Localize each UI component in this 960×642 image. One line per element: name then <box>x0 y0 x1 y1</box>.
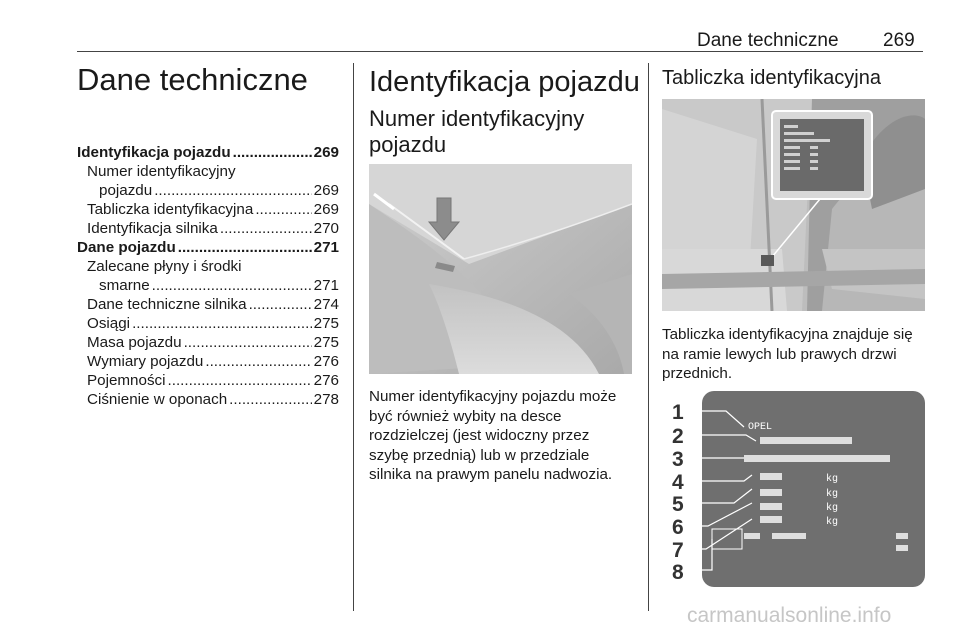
toc-entry-label: pojazdu <box>99 182 153 199</box>
table-of-contents <box>77 143 339 409</box>
plate-callout-number: 3 <box>672 448 684 471</box>
plate-callout-number: 8 <box>672 561 684 584</box>
toc-entry[interactable] <box>77 219 339 238</box>
toc-entry[interactable] <box>77 200 339 219</box>
toc-entry-label: Identyfikacja pojazdu <box>77 144 231 161</box>
page-number: 269 <box>883 30 915 51</box>
toc-page-number: 274 <box>313 296 339 313</box>
toc-entry-label: Numer identyfikacyjny <box>87 163 236 180</box>
plate-text-line: na ramie lewych lub prawych drzwi <box>662 345 897 363</box>
toc-leader-dots <box>152 276 312 295</box>
column-divider-right <box>648 63 649 611</box>
toc-section-entry[interactable] <box>77 238 339 257</box>
plate-callout-number: 4 <box>672 471 684 494</box>
vin-location-illustration <box>369 164 632 374</box>
plate-text-line: przednich. <box>662 365 733 382</box>
toc-entry-label: Dane techniczne silnika <box>87 296 247 313</box>
plate-callout-number: 5 <box>672 493 684 516</box>
toc-entry[interactable] <box>77 295 339 314</box>
toc-page-number: 269 <box>313 201 339 218</box>
subsection-title-line2: pojazdu <box>369 132 447 157</box>
toc-entry-label: Ciśnienie w oponach <box>87 391 228 408</box>
vin-text-line: być również wybity na desce <box>369 407 562 425</box>
toc-leader-dots <box>255 200 311 219</box>
toc-entry[interactable] <box>77 181 339 200</box>
plate-brand-text: OPEL <box>748 422 773 433</box>
toc-entry-label: Tabliczka identyfikacyjna <box>87 201 254 218</box>
header-rule <box>77 51 923 52</box>
toc-entry[interactable] <box>77 333 339 352</box>
subsection-title-line1: Numer identyfikacyjny <box>369 106 585 131</box>
header-title: Dane techniczne <box>697 30 839 51</box>
toc-page-number: 278 <box>313 391 339 408</box>
toc-entry-label: Dane pojazdu <box>77 239 176 256</box>
toc-page-number: 269 <box>313 144 339 161</box>
toc-page-number: 275 <box>313 315 339 332</box>
plate-unit-kg: kg <box>826 489 839 500</box>
toc-entry[interactable] <box>77 371 339 390</box>
toc-entry-label: Wymiary pojazdu <box>87 353 204 370</box>
toc-leader-dots <box>229 390 312 409</box>
toc-leader-dots <box>168 371 312 390</box>
plate-callout-number: 6 <box>672 516 684 539</box>
toc-leader-dots <box>154 181 311 200</box>
toc-section-entry[interactable] <box>77 143 339 162</box>
section-title-vehicle-id: Identyfikacja pojazdu <box>369 66 640 98</box>
plate-unit-kg: kg <box>826 474 839 485</box>
plate-callout-number: 1 <box>672 401 684 424</box>
toc-entry[interactable] <box>77 352 339 371</box>
toc-leader-dots <box>178 238 312 257</box>
toc-entry-label: smarne <box>99 277 150 294</box>
toc-entry[interactable] <box>77 276 339 295</box>
toc-leader-dots <box>184 333 312 352</box>
toc-entry[interactable] <box>77 257 339 276</box>
toc-page-number: 275 <box>313 334 339 351</box>
toc-entry-label: Pojemności <box>87 372 166 389</box>
toc-entry-label: Osiągi <box>87 315 131 332</box>
toc-leader-dots <box>249 295 312 314</box>
toc-page-number: 276 <box>313 353 339 370</box>
vin-text-line: silnika na prawym panelu nadwozia. <box>369 466 613 483</box>
plate-callout-number: 2 <box>672 425 684 448</box>
toc-leader-dots <box>205 352 311 371</box>
plate-unit-kg: kg <box>826 517 839 528</box>
section-title-plate: Tabliczka identyfikacyjna <box>662 67 881 89</box>
toc-entry-label: Masa pojazdu <box>87 334 182 351</box>
toc-leader-dots <box>233 143 312 162</box>
plate-description <box>662 325 913 384</box>
toc-page-number: 271 <box>313 239 339 256</box>
plate-unit-kg: kg <box>826 503 839 514</box>
identification-plate-diagram <box>668 389 925 589</box>
toc-entry-label: Zalecane płyny i środki <box>87 258 242 275</box>
vin-text-line: Numer identyfikacyjny pojazdu może <box>369 388 617 405</box>
toc-page-number: 269 <box>313 182 339 199</box>
vin-text-line: szybę przednią) lub w przedziale <box>369 446 590 464</box>
toc-entry[interactable] <box>77 314 339 333</box>
chapter-title: Dane techniczne <box>77 62 308 97</box>
toc-entry-label: Identyfikacja silnika <box>87 220 218 237</box>
toc-page-number: 270 <box>313 220 339 237</box>
vin-text-line: rozdzielczej (jest widoczny przez <box>369 427 590 444</box>
vin-description <box>369 387 616 485</box>
toc-entry[interactable] <box>77 390 339 409</box>
toc-leader-dots <box>220 219 312 238</box>
toc-page-number: 271 <box>313 277 339 294</box>
plate-text-line: Tabliczka identyfikacyjna znajduje się <box>662 326 913 343</box>
toc-entry[interactable] <box>77 162 339 181</box>
watermark: carmanualsonline.info <box>687 604 892 627</box>
plate-callout-number: 7 <box>672 539 684 562</box>
column-divider-left <box>353 63 354 611</box>
toc-page-number: 276 <box>313 372 339 389</box>
toc-leader-dots <box>132 314 312 333</box>
door-frame-plate-illustration <box>662 99 925 311</box>
